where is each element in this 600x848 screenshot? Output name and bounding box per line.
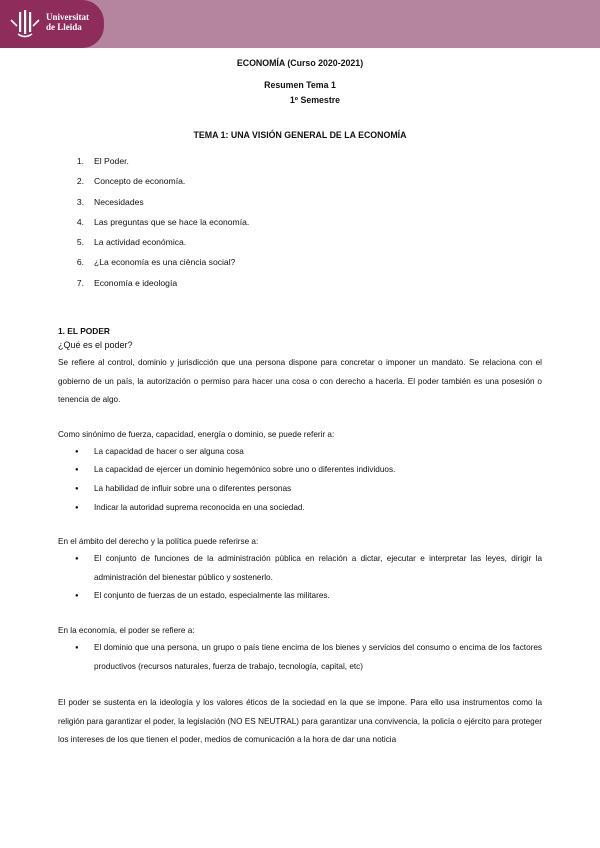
university-crest-icon [8, 8, 42, 40]
index-number: 7. [76, 277, 84, 288]
list-item: ● El dominio que una persona, un grupo o país tiene encima de los bienes y servicios del consumo o encima de los factores productivos (recursos naturales, fuerza de trabajo, tecnología, capital, etc) [58, 639, 542, 676]
document-page [58, 58, 542, 750]
index-item [58, 156, 542, 176]
index-text: Necesidades [94, 196, 144, 207]
logo-text [46, 12, 89, 32]
synonyms-intro: Como sinónimo de fuerza, capacidad, energía o dominio, se puede referir a: [58, 429, 335, 439]
document-semester: 1º Semestre [289, 95, 341, 105]
synonyms-list [58, 443, 542, 517]
document-title: ECONOMÍA (Curso 2020-2021) [236, 58, 364, 68]
index-item [58, 217, 542, 237]
index-number: 6. [76, 257, 84, 268]
list-item: ● La capacidad de hacer o ser alguna cosa [58, 443, 542, 462]
logo-line1: Universitat [46, 12, 89, 22]
index-item [58, 257, 542, 277]
law-intro: En el ámbito del derecho y la política puede referirse a: [58, 537, 259, 547]
economy-list [58, 639, 542, 676]
list-item: ● La habilidad de influir sobre una o diferentes personas [58, 480, 542, 499]
law-list [58, 550, 542, 606]
closing-paragraph: El poder se sustenta en la ideología y los valores éticos de la sociedad en la que se impone. Para ello usa instrumentos como la religión para garantizar el poder, la legislación (NO ES NEUTRAL) para garantizar una convivencia, la policía o ejército para proteger los intereses de los que tienen el poder, medios de comunicación a la hora de dar una noticia [58, 698, 542, 745]
topic-index [58, 156, 542, 298]
section-heading: 1. EL PODER [58, 326, 110, 337]
index-text: ¿La economía es una ciència social? [94, 257, 236, 268]
document-subtitle: Resumen Tema 1 [264, 80, 336, 90]
university-logo [0, 0, 104, 48]
section-question: ¿Qué es el poder? [58, 340, 133, 351]
index-text: Concepto de economía. [94, 176, 186, 187]
index-item [58, 237, 542, 257]
index-item [58, 197, 542, 217]
list-item: ● El conjunto de funciones de la administración pública en relación a dictar, ejecutar e interpretar las leyes, dirigir la administración del bienestar público y sostenerlo. [58, 550, 542, 587]
list-item: ● El conjunto de fuerzas de un estado, especialmente las militares. [58, 587, 542, 606]
index-number: 3. [76, 196, 84, 207]
index-text: La actividad económica. [94, 237, 187, 248]
index-text: Las preguntas que se hace la economía. [94, 216, 250, 227]
index-item [58, 278, 542, 298]
index-number: 2. [76, 176, 84, 187]
economy-intro: En la economía, el poder se refiere a: [58, 626, 195, 636]
definition-paragraph: Se refiere al control, dominio y jurisdicción que una persona dispone para concretar o imponer un mandato. Se relaciona con el gobierno de un país, la autorización o permiso para hacer una cosa o con derecho a hacerla. El poder también es una posesión o tenencia de algo. [58, 358, 542, 405]
index-text: Economía e ideología [94, 277, 178, 288]
index-number: 1. [76, 156, 84, 166]
topic-title: TEMA 1: UNA VISIÓN GENERAL DE LA ECONOMÍA [193, 130, 407, 140]
list-item: ● La capacidad de ejercer un dominio hegemónico sobre uno o diferentes individuos. [58, 461, 542, 480]
index-number: 5. [76, 237, 84, 248]
index-item [58, 176, 542, 196]
logo-line2: de Lleida [46, 22, 82, 32]
index-number: 4. [76, 216, 84, 227]
list-item: ● Indicar la autoridad suprema reconocida en una sociedad. [58, 499, 542, 518]
index-text: El Poder. [94, 156, 129, 166]
